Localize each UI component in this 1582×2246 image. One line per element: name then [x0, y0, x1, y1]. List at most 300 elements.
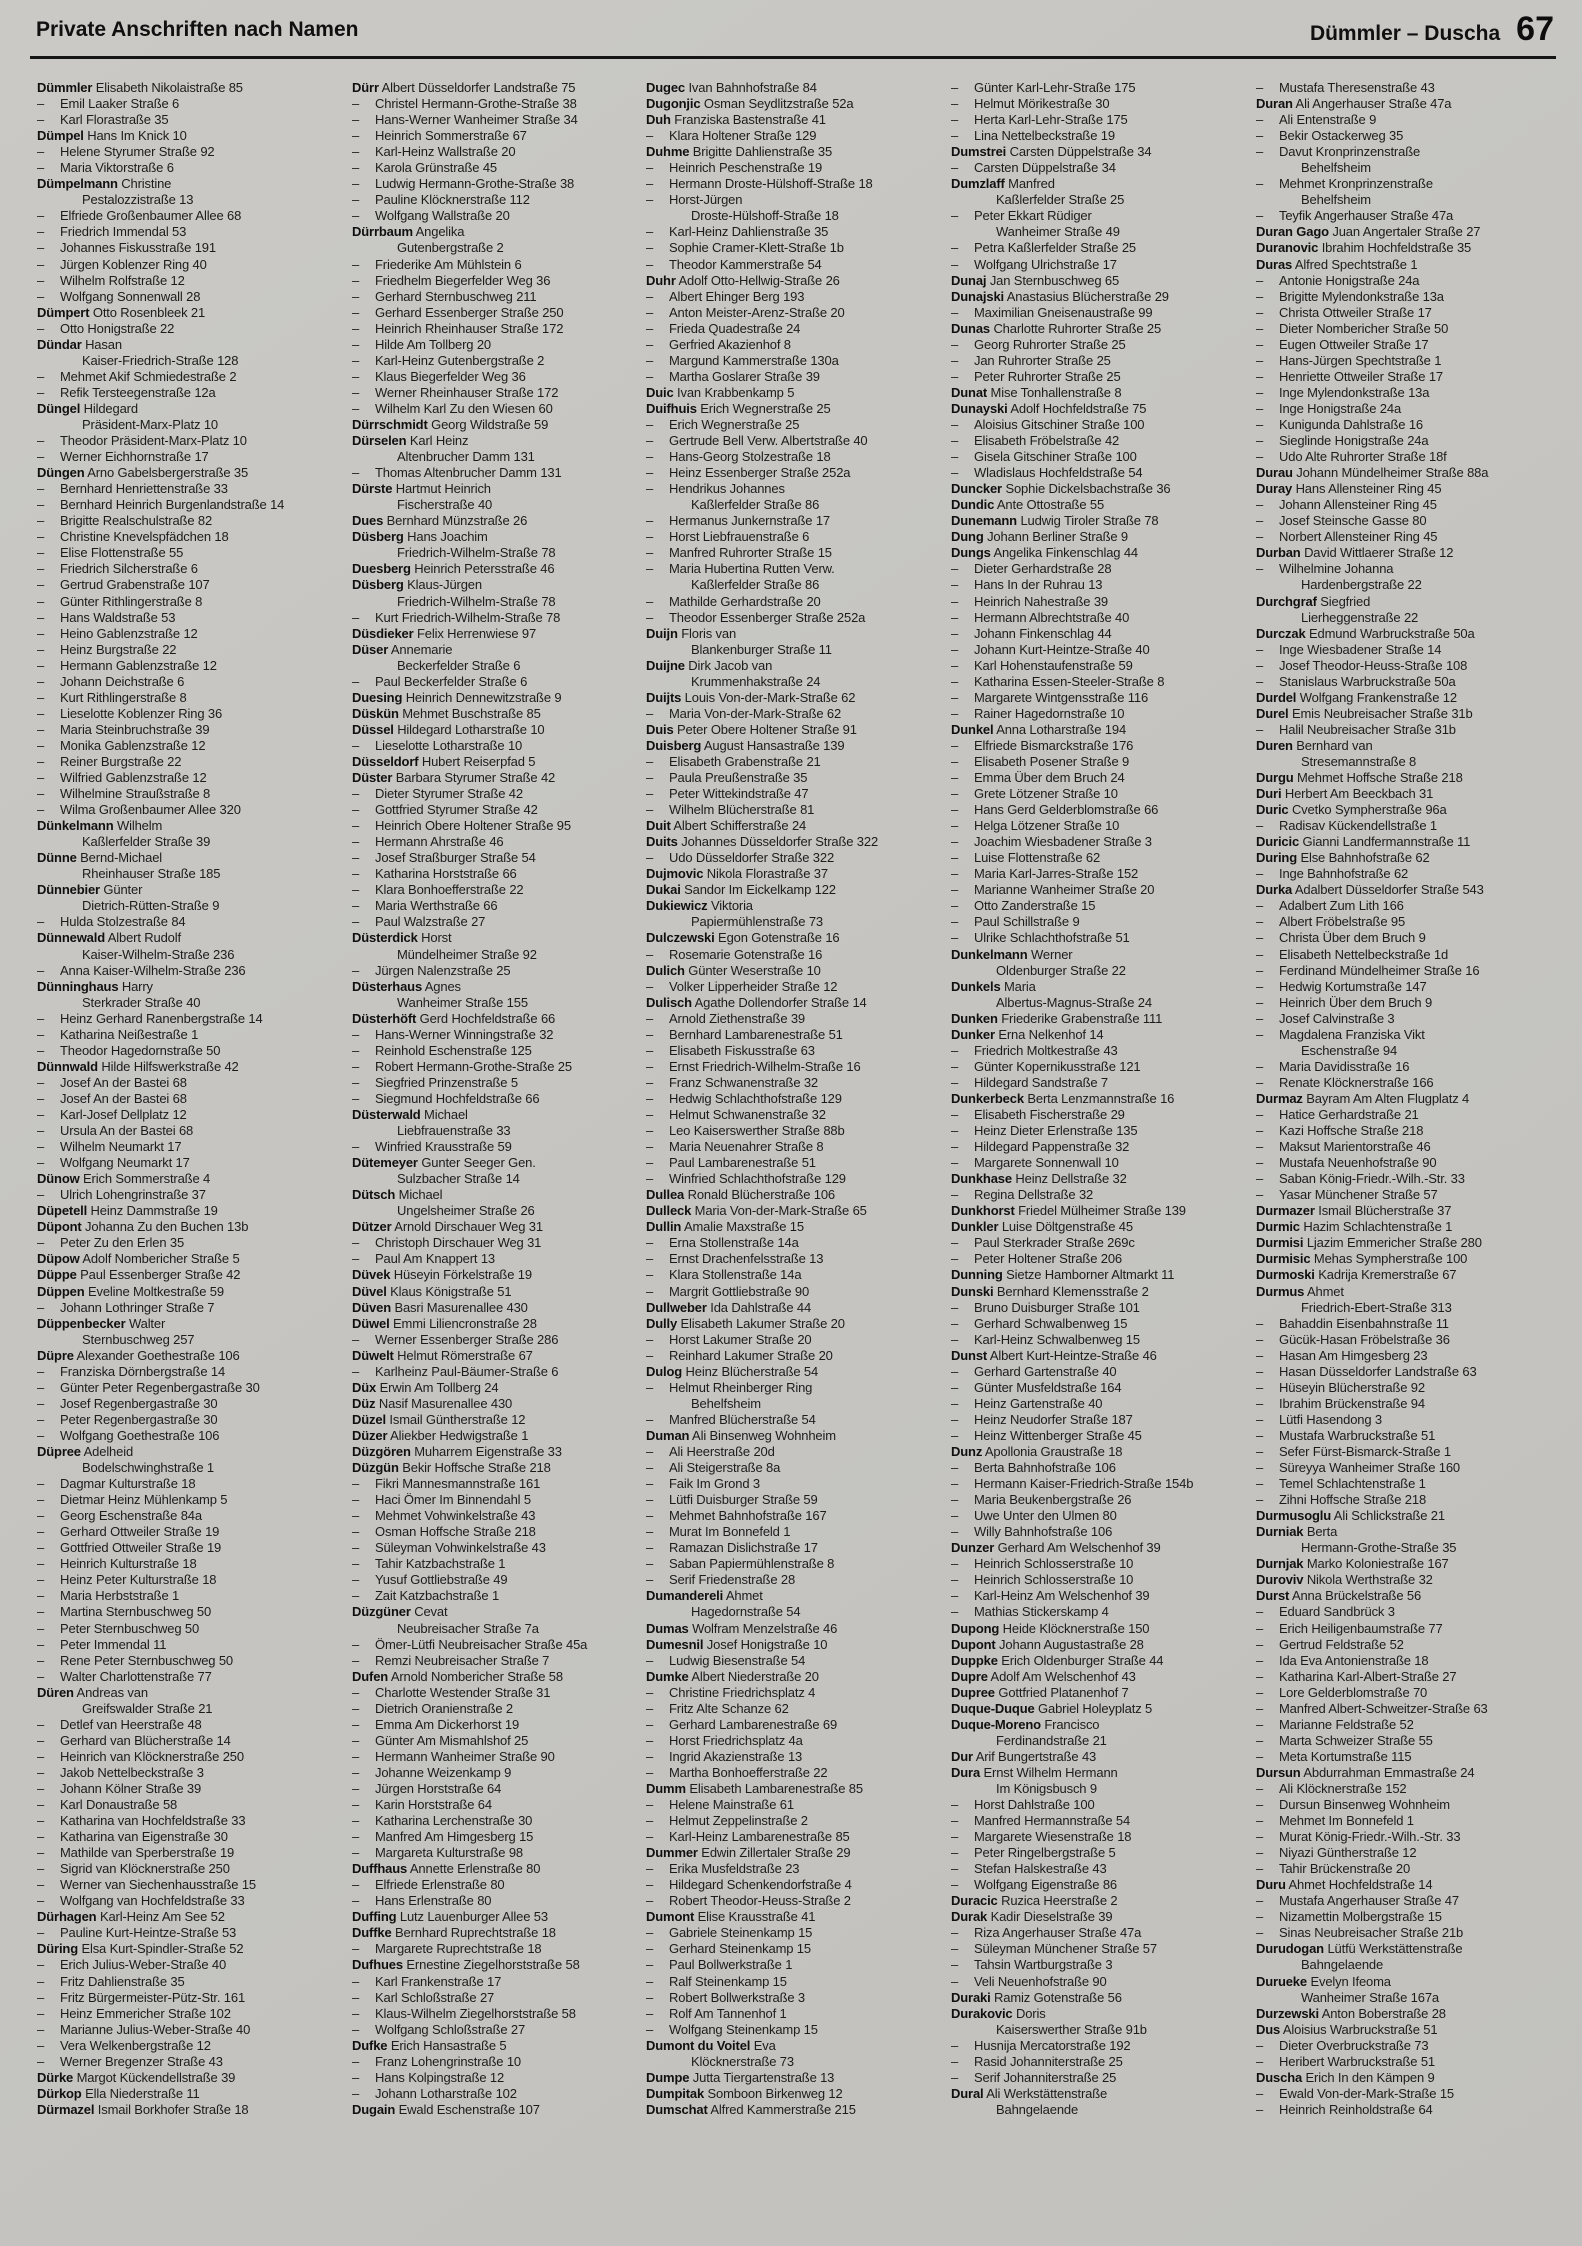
directory-entry: Durau Johann Mündelheimer Straße 88a [1256, 465, 1489, 481]
directory-entry: Dulich Günter Weserstraße 10 [646, 962, 821, 978]
surname: Dulog [646, 1363, 683, 1379]
surname: Dural [951, 2085, 984, 2101]
ditto-dash: – [352, 673, 360, 689]
ditto-dash: – [352, 1492, 360, 1508]
surname: Duffke [352, 1925, 392, 1941]
surname: Dünnwald [37, 1058, 98, 1074]
ditto-dash: – [37, 1620, 45, 1636]
directory-entry: – Arnold Ziethenstraße 39 [646, 1010, 806, 1026]
directory-entry: Dunker Erna Nelkenhof 14 [951, 1026, 1104, 1042]
ditto-dash: – [1256, 1604, 1264, 1620]
directory-entry: – Ömer-Lütfi Neubreisacher Straße 45a [352, 1636, 588, 1652]
directory-entry: – Joachim Wiesbadener Straße 3 [951, 834, 1152, 850]
ditto-dash: – [1256, 1347, 1264, 1363]
directory-entry: – Margund Kammerstraße 130a [646, 352, 839, 368]
directory-entry: Düster Barbara Styrumer Straße 42 [352, 770, 556, 786]
directory-entry: – Christa Über dem Bruch 9 [1256, 930, 1426, 946]
ditto-dash: – [37, 1363, 45, 1379]
directory-entry: Dumschat Alfred Kammerstraße 215 [646, 2101, 856, 2117]
ditto-dash: – [646, 1171, 654, 1187]
directory-entry: – Katharina Karl-Albert-Straße 27 [1256, 1668, 1457, 1684]
directory-entry: – Pauline Klöcknerstraße 112 [352, 192, 530, 208]
ditto-dash: – [646, 561, 654, 577]
ditto-dash: – [646, 1764, 654, 1780]
ditto-dash: – [646, 705, 654, 721]
surname: Dürmazel [37, 2101, 95, 2117]
ditto-dash: – [646, 2021, 654, 2037]
ditto-dash: – [1256, 1074, 1264, 1090]
directory-entry: Düzgüner Cevat [352, 1604, 448, 1620]
ditto-dash: – [37, 1652, 45, 1668]
directory-entry: – Mehmet Vohwinkelstraße 43 [352, 1508, 536, 1524]
directory-entry: – Elisabeth Grabenstraße 21 [646, 753, 821, 769]
ditto-dash: – [951, 1460, 959, 1476]
directory-entry: – Josef Theodor-Heuss-Straße 108 [1256, 657, 1468, 673]
surname: Düz [352, 1395, 376, 1411]
ditto-dash: – [951, 1042, 959, 1058]
surname: Dumschat [646, 2101, 708, 2117]
directory-entry: – Paul Sterkrader Straße 269c [951, 1235, 1135, 1251]
directory-entry: – Ida Eva Antonienstraße 18 [1256, 1652, 1429, 1668]
directory-entry: – Marta Schweizer Straße 55 [1256, 1732, 1433, 1748]
directory-entry: Durakovic Doris [951, 2005, 1046, 2021]
surname: Dumont du Voitel [646, 2037, 751, 2053]
directory-entry: – Husnija Mercatorstraße 192 [951, 2037, 1131, 2053]
surname: Düven [352, 1299, 391, 1315]
ditto-dash: – [646, 1411, 654, 1427]
ditto-dash: – [1256, 1668, 1264, 1684]
ditto-dash: – [646, 1813, 654, 1829]
ditto-dash: – [646, 1877, 654, 1893]
ditto-dash: – [37, 368, 45, 384]
directory-entry: – Saban Papiermühlenstraße 8 [646, 1556, 835, 1572]
directory-entry: Kaßlerfelder Straße 86 [691, 577, 820, 593]
directory-entry: Dupree Gottfried Platanenhof 7 [951, 1684, 1129, 1700]
directory-entry: – Maria Viktorstraße 6 [37, 160, 174, 176]
directory-entry: Dujmovic Nikola Florastraße 37 [646, 866, 828, 882]
surname: Düskün [352, 705, 399, 721]
ditto-dash: – [951, 930, 959, 946]
directory-entry: Düpree Adelheid [37, 1443, 134, 1459]
directory-entry: – Sieglinde Honigstraße 24a [1256, 433, 1429, 449]
directory-entry: – Manfred Blücherstraße 54 [646, 1411, 816, 1427]
directory-entry: – Georg Ruhrorter Straße 25 [951, 336, 1126, 352]
directory-entry: – Peter Regenbergastraße 30 [37, 1411, 218, 1427]
ditto-dash: – [352, 208, 360, 224]
ditto-dash: – [352, 256, 360, 272]
ditto-dash: – [352, 2021, 360, 2037]
directory-entry: Dumas Wolfram Menzelstraße 46 [646, 1620, 838, 1636]
directory-entry: Duran Ali Angerhauser Straße 47a [1256, 96, 1452, 112]
surname: Durmaz [1256, 1090, 1303, 1106]
directory-entry: – Johanne Weizenkamp 9 [352, 1764, 512, 1780]
ditto-dash: – [951, 1524, 959, 1540]
directory-entry: Duffhaus Annette Erlenstraße 80 [352, 1861, 541, 1877]
ditto-dash: – [37, 1957, 45, 1973]
ditto-dash: – [352, 1652, 360, 1668]
surname: Durudogan [1256, 1941, 1324, 1957]
ditto-dash: – [37, 1427, 45, 1443]
ditto-dash: – [37, 1395, 45, 1411]
directory-entry: – Margareta Kulturstraße 98 [352, 1845, 523, 1861]
surname: Dullin [646, 1219, 682, 1235]
directory-entry: Dürhagen Karl-Heinz Am See 52 [37, 1909, 225, 1925]
directory-entry: Durchgraf Siegfried [1256, 593, 1371, 609]
directory-entry: Dukai Sandor Im Eickelkamp 122 [646, 882, 836, 898]
directory-entry: Kaßlerfelder Straße 25 [996, 192, 1125, 208]
ditto-dash: – [352, 1090, 360, 1106]
ditto-dash: – [646, 192, 654, 208]
ditto-dash: – [1256, 1026, 1264, 1042]
directory-entry: – Charlotte Westender Straße 31 [352, 1684, 551, 1700]
directory-entry: Pestalozzistraße 13 [82, 192, 194, 208]
surname: Dulisch [646, 994, 692, 1010]
directory-entry: Dunkler Luise Döltgenstraße 45 [951, 1219, 1133, 1235]
ditto-dash: – [951, 1315, 959, 1331]
ditto-dash: – [951, 1251, 959, 1267]
ditto-dash: – [646, 2005, 654, 2021]
ditto-dash: – [37, 962, 45, 978]
surname: Dulich [646, 962, 685, 978]
directory-entry: Düz Nasif Masurenallee 430 [352, 1395, 513, 1411]
directory-entry: – Günter Musfeldstraße 164 [951, 1379, 1122, 1395]
directory-entry: Dullweber Ida Dahlstraße 44 [646, 1299, 812, 1315]
directory-entry: – Dieter Gerhardstraße 28 [951, 561, 1112, 577]
directory-entry: Kaiserswerther Straße 91b [996, 2021, 1147, 2037]
ditto-dash: – [951, 1572, 959, 1588]
surname: Dunkhorst [951, 1203, 1015, 1219]
ditto-dash: – [1256, 1732, 1264, 1748]
directory-entry: – Inge Mylendonkstraße 13a [1256, 384, 1430, 400]
ditto-dash: – [646, 753, 654, 769]
directory-entry: Düppen Eveline Moltkestraße 59 [37, 1283, 224, 1299]
ditto-dash: – [646, 352, 654, 368]
ditto-dash: – [352, 1748, 360, 1764]
ditto-dash: – [646, 850, 654, 866]
surname: Dulleck [646, 1203, 692, 1219]
ditto-dash: – [951, 786, 959, 802]
surname: Dunst [951, 1347, 988, 1363]
directory-entry: – Reinhold Eschenstraße 125 [352, 1042, 532, 1058]
surname: Durban [1256, 545, 1301, 561]
directory-entry: – Antonie Honigstraße 24a [1256, 272, 1420, 288]
ditto-dash: – [1256, 1684, 1264, 1700]
directory-entry: Hermann-Grothe-Straße 35 [1301, 1540, 1457, 1556]
directory-entry: Dunken Friederike Grabenstraße 111 [951, 1010, 1163, 1026]
directory-entry: – Robert Theodor-Heuss-Straße 2 [646, 1893, 851, 1909]
directory-entry: – Christel Hermann-Grothe-Straße 38 [352, 96, 577, 112]
ditto-dash: – [352, 304, 360, 320]
directory-entry: Durel Emis Neubreisacher Straße 31b [1256, 705, 1473, 721]
surname: Dur [951, 1748, 973, 1764]
ditto-dash: – [37, 1780, 45, 1796]
directory-entry: – Ursula An der Bastei 68 [37, 1123, 194, 1139]
surname: Duhme [646, 144, 690, 160]
ditto-dash: – [646, 1989, 654, 2005]
directory-entry: Gutenbergstraße 2 [397, 240, 504, 256]
ditto-dash: – [646, 304, 654, 320]
surname: Duijn [646, 625, 678, 641]
ditto-dash: – [37, 641, 45, 657]
surname: Düzgören [352, 1443, 411, 1459]
directory-entry: – Katharina Horststraße 66 [352, 866, 517, 882]
directory-entry: Duque-Duque Gabriel Holeyplatz 5 [951, 1700, 1153, 1716]
directory-entry: Düppenbecker Walter [37, 1315, 166, 1331]
directory-entry: – Hasan Am Himgesberg 23 [1256, 1347, 1428, 1363]
directory-entry: Dukiewicz Viktoria [646, 898, 753, 914]
ditto-dash: – [1256, 962, 1264, 978]
directory-entry: – Jürgen Koblenzer Ring 40 [37, 256, 207, 272]
ditto-dash: – [951, 882, 959, 898]
directory-entry: – Maria Neuenahrer Straße 8 [646, 1139, 824, 1155]
directory-entry: Dunayski Adolf Hochfeldstraße 75 [951, 400, 1147, 416]
ditto-dash: – [951, 1123, 959, 1139]
ditto-dash: – [951, 1957, 959, 1973]
directory-entry: Sterkrader Straße 40 [82, 994, 201, 1010]
surname: Dunas [951, 320, 990, 336]
ditto-dash: – [1256, 1427, 1264, 1443]
ditto-dash: – [951, 465, 959, 481]
directory-entry: – Detlef van Heerstraße 48 [37, 1716, 202, 1732]
directory-entry: – Berta Bahnhofstraße 106 [951, 1460, 1116, 1476]
ditto-dash: – [1256, 1845, 1264, 1861]
surname: Düpetell [37, 1203, 88, 1219]
directory-entry: – Marianne Wanheimer Straße 20 [951, 882, 1155, 898]
directory-entry: – Remzi Neubreisacher Straße 7 [352, 1652, 550, 1668]
directory-entry: – Lütfi Hasendong 3 [1256, 1411, 1382, 1427]
ditto-dash: – [1256, 1379, 1264, 1395]
ditto-dash: – [37, 1556, 45, 1572]
ditto-dash: – [646, 256, 654, 272]
ditto-dash: – [646, 1042, 654, 1058]
ditto-dash: – [1256, 1620, 1264, 1636]
directory-entry: – Karola Grünstraße 45 [352, 160, 498, 176]
directory-entry: – Martha Bonhoefferstraße 22 [646, 1764, 828, 1780]
surname: Durmusoglu [1256, 1508, 1332, 1524]
ditto-dash: – [1256, 1363, 1264, 1379]
ditto-dash: – [1256, 304, 1264, 320]
surname: Düpont [37, 1219, 82, 1235]
ditto-dash: – [37, 1026, 45, 1042]
ditto-dash: – [37, 577, 45, 593]
surname: Duque-Duque [951, 1700, 1035, 1716]
ditto-dash: – [951, 1556, 959, 1572]
surname: Düpree [37, 1443, 81, 1459]
surname: Duijne [646, 657, 685, 673]
directory-entry: – Manfred Hermannstraße 54 [951, 1813, 1131, 1829]
ditto-dash: – [37, 721, 45, 737]
ditto-dash: – [1256, 1460, 1264, 1476]
surname: Durzewski [1256, 2005, 1319, 2021]
directory-entry: Durmus Ahmet [1256, 1283, 1344, 1299]
ditto-dash: – [37, 1572, 45, 1588]
directory-entry: – Robert Bollwerkstraße 3 [646, 1989, 805, 2005]
ditto-dash: – [37, 1973, 45, 1989]
directory-entry: – Elisabeth Fischerstraße 29 [951, 1107, 1125, 1122]
directory-entry: Durmusoglu Ali Schlickstraße 21 [1256, 1508, 1445, 1524]
directory-entry: – Friedrich Moltkestraße 43 [951, 1042, 1118, 1058]
ditto-dash: – [951, 593, 959, 609]
ditto-dash: – [352, 2085, 360, 2101]
ditto-dash: – [352, 1989, 360, 2005]
directory-entry: – Helene Styrumer Straße 92 [37, 144, 215, 160]
surname: Dürselen [352, 433, 407, 449]
directory-entry: Dugec Ivan Bahnhofstraße 84 [646, 80, 817, 95]
ditto-dash: – [37, 1299, 45, 1315]
ditto-dash: – [646, 513, 654, 529]
ditto-dash: – [1256, 914, 1264, 930]
directory-entry: – Wolfgang Ulrichstraße 17 [951, 256, 1117, 272]
directory-entry: – Faik Im Grond 3 [646, 1476, 760, 1492]
directory-entry: Duifhuis Erich Wegnerstraße 25 [646, 400, 831, 416]
directory-entry: – Riza Angerhauser Straße 47a [951, 1925, 1142, 1941]
ditto-dash: – [37, 256, 45, 272]
directory-entry: – Günter Kopernikusstraße 121 [951, 1058, 1141, 1074]
directory-entry: – Helmut Schwanenstraße 32 [646, 1107, 826, 1122]
ditto-dash: – [1256, 561, 1264, 577]
ditto-dash: – [37, 224, 45, 240]
directory-entry: – Horst Liebfrauenstraße 6 [646, 529, 810, 545]
ditto-dash: – [352, 1042, 360, 1058]
directory-entry: – Klaus-Wilhelm Ziegelhorststraße 58 [352, 2005, 576, 2021]
directory-entry: – Werner Eichhornstraße 17 [37, 449, 209, 465]
directory-entry: – Josef Calvinstraße 3 [1256, 1010, 1395, 1026]
directory-entry: Dur Arif Bungertstraße 43 [951, 1748, 1097, 1764]
ditto-dash: – [951, 866, 959, 882]
directory-entry: – Tahsin Wartburgstraße 3 [951, 1957, 1113, 1973]
surname: Dunemann [951, 513, 1017, 529]
ditto-dash: – [352, 1363, 360, 1379]
directory-entry: – Heinrich Reinholdstraße 64 [1256, 2101, 1433, 2117]
directory-entry: Dupre Adolf Am Welschenhof 43 [951, 1668, 1136, 1684]
directory-entry: Dürr Albert Düsseldorfer Landstraße 75 [352, 80, 576, 95]
directory-entry: – Elisabeth Fröbelstraße 42 [951, 433, 1120, 449]
directory-entry: Dural Ali Werkstättenstraße [951, 2085, 1108, 2101]
directory-entry: Ferdinandstraße 21 [996, 1732, 1107, 1748]
directory-entry: Düssel Hildegard Lotharstraße 10 [352, 721, 545, 737]
directory-entry: – Heinz Wittenberger Straße 45 [951, 1427, 1142, 1443]
directory-entry: – Wladislaus Hochfeldstraße 54 [951, 465, 1143, 481]
ditto-dash: – [352, 465, 360, 481]
ditto-dash: – [951, 304, 959, 320]
directory-entry: Duncker Sophie Dickelsbachstraße 36 [951, 481, 1171, 497]
directory-entry: – Haci Ömer Im Binnendahl 5 [352, 1492, 531, 1508]
ditto-dash: – [1256, 513, 1264, 529]
ditto-dash: – [1256, 898, 1264, 914]
ditto-dash: – [37, 737, 45, 753]
directory-entry: – Christine Knevelspfädchen 18 [37, 529, 229, 545]
directory-entry: Dumzlaff Manfred [951, 176, 1055, 192]
ditto-dash: – [37, 1764, 45, 1780]
directory-entry: – Pauline Kurt-Heintze-Straße 53 [37, 1925, 237, 1941]
surname: Durczak [1256, 625, 1306, 641]
ditto-dash: – [646, 1331, 654, 1347]
directory-entry: – Vera Welkenbergstraße 12 [37, 2037, 211, 2053]
directory-entry: Duric Cvetko Sympherstraße 96a [1256, 802, 1447, 818]
ditto-dash: – [646, 1123, 654, 1139]
directory-entry: Duman Ali Binsenweg Wohnheim [646, 1427, 836, 1443]
surname: Dündar [37, 336, 82, 352]
ditto-dash: – [1256, 1315, 1264, 1331]
directory-entry: Düngel Hildegard [37, 400, 138, 416]
directory-entry: – Frieda Quadestraße 24 [646, 320, 801, 336]
ditto-dash: – [352, 786, 360, 802]
directory-entry: Dumpitak Somboon Birkenweg 12 [646, 2085, 843, 2101]
ditto-dash: – [352, 272, 360, 288]
ditto-dash: – [646, 946, 654, 962]
directory-entry: Dugain Ewald Eschenstraße 107 [352, 2101, 540, 2117]
directory-entry: – Rene Peter Sternbuschweg 50 [37, 1652, 234, 1668]
surname: Düngel [37, 400, 81, 416]
ditto-dash: – [646, 1235, 654, 1251]
directory-entry: Düx Erwin Am Tollberg 24 [352, 1379, 499, 1395]
surname: Düsseldorf [352, 753, 419, 769]
ditto-dash: – [37, 1524, 45, 1540]
directory-entry: – Manfred Am Himgesberg 15 [352, 1829, 534, 1845]
ditto-dash: – [951, 1427, 959, 1443]
directory-entry: – Hedwig Kortumstraße 147 [1256, 978, 1427, 994]
ditto-dash: – [37, 1010, 45, 1026]
ditto-dash: – [352, 1572, 360, 1588]
surname: Duffhaus [352, 1861, 408, 1877]
directory-entry: Düzel Ismail Güntherstraße 12 [352, 1411, 526, 1427]
ditto-dash: – [646, 288, 654, 304]
directory-entry: – Elisabeth Posener Straße 9 [951, 753, 1130, 769]
surname: Dunker [951, 1026, 995, 1042]
directory-entry: – Erika Musfeldstraße 23 [646, 1861, 800, 1877]
ditto-dash: – [646, 802, 654, 818]
surname: Dümpelmann [37, 176, 118, 192]
directory-entry: – Hildegard Sandstraße 7 [951, 1074, 1108, 1090]
surname: Duijts [646, 689, 682, 705]
ditto-dash: – [37, 786, 45, 802]
directory-entry: – Sigrid van Klöcknerstraße 250 [37, 1861, 230, 1877]
ditto-dash: – [646, 1652, 654, 1668]
surname: Düsterhöft [352, 1010, 417, 1026]
directory-entry: Duffke Bernhard Ruprechtstraße 18 [352, 1925, 556, 1941]
ditto-dash: – [646, 1684, 654, 1700]
directory-entry: – Wolfgang Sonnenwall 28 [37, 288, 201, 304]
ditto-dash: – [646, 1893, 654, 1909]
directory-column-1 [37, 80, 339, 2118]
ditto-dash: – [951, 1395, 959, 1411]
directory-entry: – Johannes Fiskusstraße 191 [37, 240, 216, 256]
directory-entry: – Karl-Josef Dellplatz 12 [37, 1107, 187, 1122]
directory-entry: – Gottfried Styrumer Straße 42 [352, 802, 538, 818]
directory-entry: – Sefer Fürst-Bismarck-Straße 1 [1256, 1443, 1451, 1459]
ditto-dash: – [951, 657, 959, 673]
surname: Dumstrei [951, 144, 1007, 160]
ditto-dash: – [1256, 1395, 1264, 1411]
directory-entry: – Robert Hermann-Grothe-Straße 25 [352, 1058, 572, 1074]
ditto-dash: – [37, 1588, 45, 1604]
surname: Dunkler [951, 1219, 999, 1235]
directory-entry: – Helmut Rheinberger Ring [646, 1379, 813, 1395]
ditto-dash: – [646, 978, 654, 994]
ditto-dash: – [37, 1187, 45, 1203]
directory-entry: Duit Albert Schifferstraße 24 [646, 818, 807, 834]
ditto-dash: – [352, 400, 360, 416]
directory-entry: – Eduard Sandbrück 3 [1256, 1604, 1395, 1620]
surname: Duracic [951, 1893, 998, 1909]
directory-entry: – Klaus Biegerfelder Weg 36 [352, 368, 526, 384]
directory-entry: – Regina Dellstraße 32 [951, 1187, 1094, 1203]
directory-entry: Papiermühlenstraße 73 [691, 914, 823, 930]
ditto-dash: – [1256, 1107, 1264, 1122]
ditto-dash: – [352, 1700, 360, 1716]
surname: Dungs [951, 545, 991, 561]
surname: Dütemeyer [352, 1155, 418, 1171]
